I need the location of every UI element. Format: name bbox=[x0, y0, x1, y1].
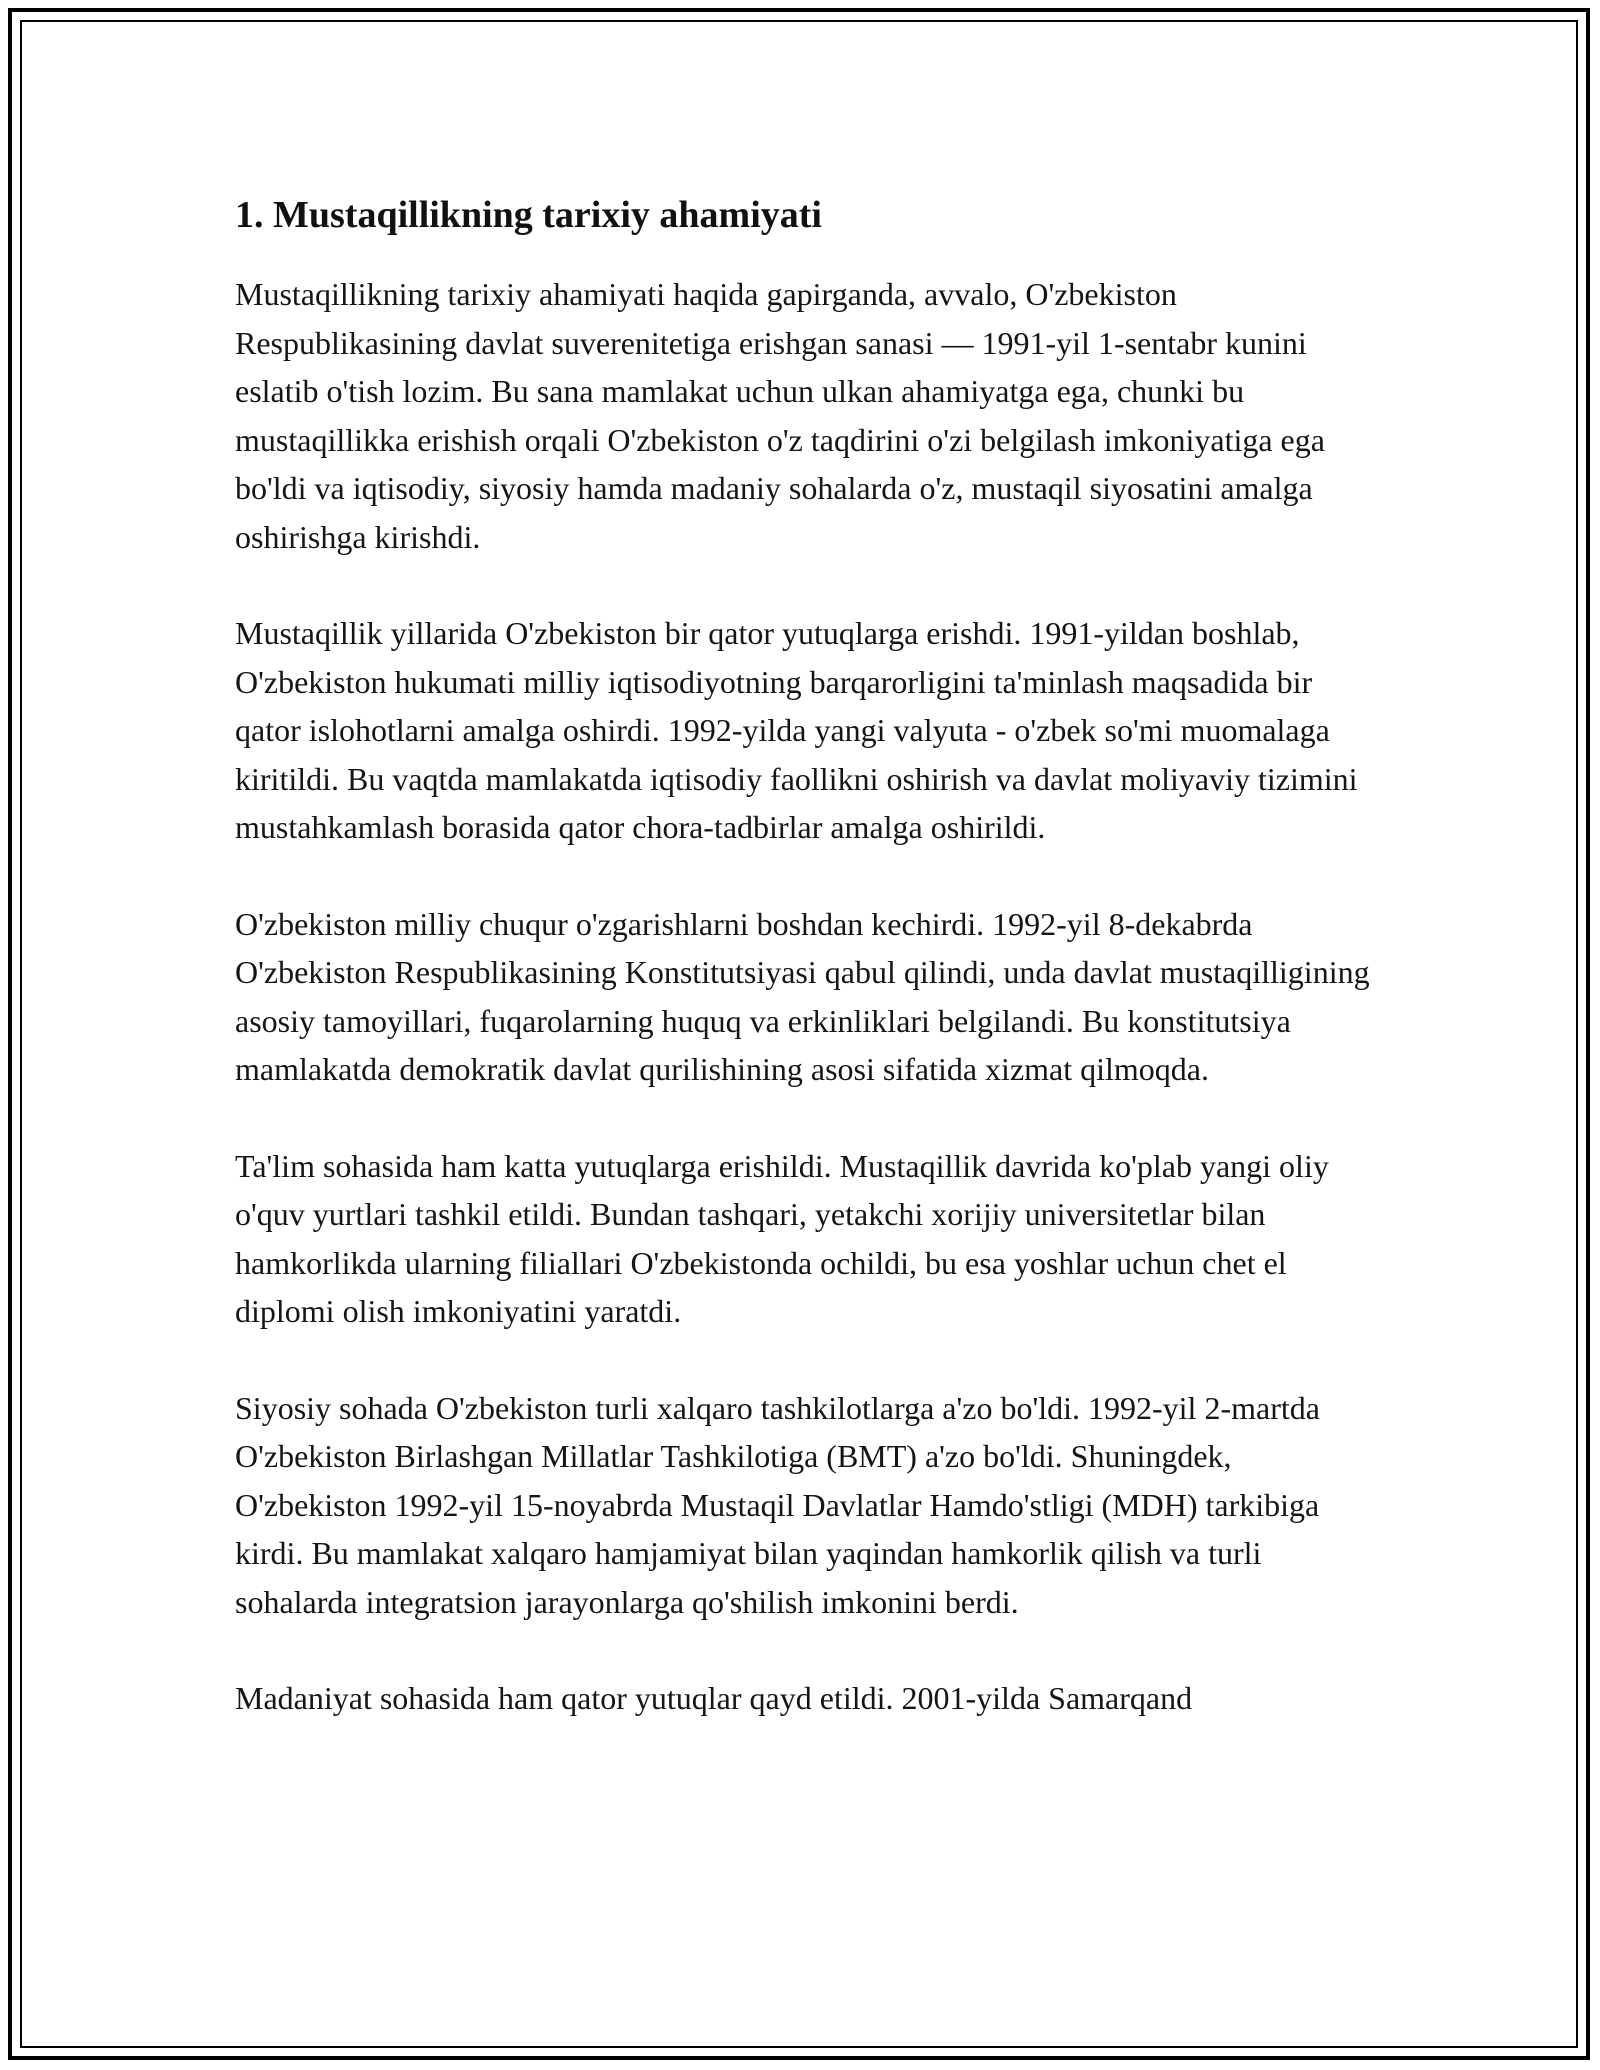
paragraph-culture: Madaniyat sohasida ham qator yutuqlar qayd etildi. 2001-yilda Samarqand bbox=[235, 1680, 1193, 1716]
paragraph-international-relations: Siyosiy sohada O'zbekiston turli xalqaro tashkilotlarga a'zo bo'ldi. 1992-yil 2-martda O'zbekiston Birlashgan Millatlar Tashkilotiga (BMT) a'zo bo'ldi. Shuningdek, O'zbekiston 1992-yil 15-noyabrda Mustaqil Davlatlar Hamdo'stligi (MDH) tarkibiga kirdi. Bu mamlakat xalqaro hamjamiyat bilan yaqindan hamkorlik qilish va turli sohalarda integratsion jarayonlarga qo'shilish imkonini berdi. bbox=[235, 1389, 1320, 1620]
paragraph-economic-reforms: Mustaqillik yillarida O'zbekiston bir qator yutuqlarga erishdi. 1991-yildan boshlab, O'zbekiston hukumati milliy iqtisodiyotning barqarorligini ta'minlash maqsadida bir qator islohotlarni amalga oshirdi. 1992-yilda yangi valyuta - o'zbek so'mi muomalaga kiritildi. Bu vaqtda mamlakatda iqtisodiy faollikni oshirish va davlat moliyaviy tizimini mustahkamlash borasida qator chora-tadbirlar amalga oshirildi. bbox=[235, 615, 1358, 845]
document-body bbox=[235, 190, 1375, 1771]
paragraph-education: Ta'lim sohasida ham katta yutuqlarga erishildi. Mustaqillik davrida ko'plab yangi oliy o'quv yurtlari tashkil etildi. Bundan tashqari, yetakchi xorijiy universitetlar bilan hamkorlikda ularning filiallari O'zbekistonda ochildi, bu esa yoshlar uchun chet el diplomi olish imkoniyatini yaratdi. bbox=[235, 1147, 1329, 1329]
paragraph-constitution: O'zbekiston milliy chuqur o'zgarishlarni boshdan kechirdi. 1992-yil 8-dekabrda O'zbekiston Respublikasining Konstitutsiyasi qabul qilindi, unda davlat mustaqilligining asosiy tamoyillari, fuqarolarning huquq va erkinliklari belgilandi. Bu konstitutsiya mamlakatda demokratik davlat qurilishining asosi sifatida xizmat qilmoqda. bbox=[235, 905, 1370, 1087]
section-heading: 1. Mustaqillikning tarixiy ahamiyati bbox=[235, 194, 822, 236]
paragraph-independence-date: Mustaqillikning tarixiy ahamiyati haqida gapirganda, avvalo, O'zbekiston Respublikasining davlat suverenitetiga erishgan sanasi — 1991-yil 1-sentabr kunini eslatib o'tish lozim. Bu sana mamlakat uchun ulkan ahamiyatga ega, chunki bu mustaqillikka erishish orqali O'zbekiston o'z taqdirini o'zi belgilash imkoniyatiga ega bo'ldi va iqtisodiy, siyosiy hamda madaniy sohalarda o'z, mustaqil siyosatini amalga oshirishga kirishdi. bbox=[235, 276, 1325, 555]
